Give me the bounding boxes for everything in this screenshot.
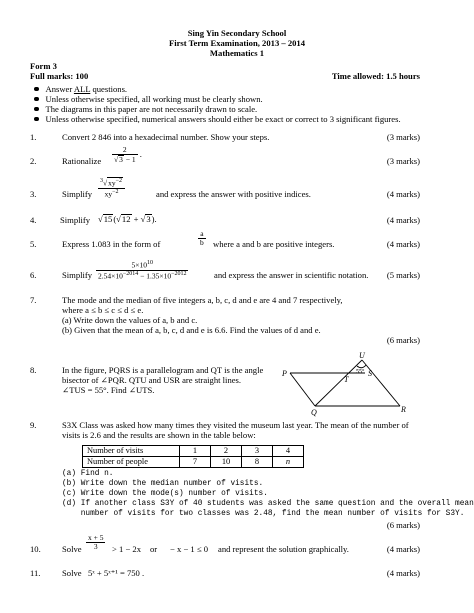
q9-line-1: S3X Class was asked how many times they visited the museum last year. The mean of the number of bbox=[62, 420, 409, 430]
line-usr bbox=[362, 360, 400, 406]
label-p: P bbox=[282, 369, 287, 378]
q9-marks: (6 marks) bbox=[386, 520, 420, 530]
q7-line-1: The mode and the median of five integers a, b, c, d and e are 4 and 7 respectively, bbox=[62, 295, 343, 305]
table-cell: 4 bbox=[273, 446, 304, 457]
label-q: Q bbox=[311, 408, 317, 417]
q10-text-2: and represent the solution graphically. bbox=[218, 544, 349, 554]
q9-part-d-2: number of visits for two classes was 2.48, find the mean number of visits for S3Y. bbox=[62, 510, 465, 518]
q3-expression: $\frac{^3√xy^{-2}}{xy^{-2}}$ bbox=[98, 177, 125, 199]
q4-marks: (4 marks) bbox=[386, 215, 420, 225]
label-r: R bbox=[401, 405, 406, 414]
q9-line-2: visits is 2.6 and the results are shown in the table below: bbox=[62, 430, 256, 440]
q7-part-a: (a) Write down the values of a, b and c. bbox=[62, 315, 198, 325]
q6-text: Simplify bbox=[62, 270, 93, 280]
q9-part-d-1: (d) If another class S3Y of 40 students was asked the same question and the overall mean bbox=[62, 500, 474, 508]
instruction-2: Unless otherwise specified, all working must be clearly shown. bbox=[34, 94, 263, 104]
instruction-1: Answer ALL questions. bbox=[34, 84, 127, 94]
q2-marks: (3 marks) bbox=[386, 156, 420, 166]
table-cell: Number of visits bbox=[83, 446, 180, 457]
time-allowed: Time allowed: 1.5 hours bbox=[331, 71, 420, 81]
table-cell: 8 bbox=[242, 457, 273, 468]
q2-number: 2. bbox=[30, 156, 37, 166]
label-u: U bbox=[359, 351, 365, 360]
q3-marks: (4 marks) bbox=[386, 189, 420, 199]
q8-line-2: bisector of ∠PQR. QTU and USR are straight lines. bbox=[62, 375, 242, 385]
form-label: Form 3 bbox=[30, 61, 57, 71]
q3-text: Simplify bbox=[62, 189, 93, 199]
q5-marks: (4 marks) bbox=[386, 239, 420, 249]
table-cell: 1 bbox=[180, 446, 211, 457]
q8-number: 8. bbox=[30, 365, 37, 375]
table-cell: Number of people bbox=[83, 457, 180, 468]
full-marks: Full marks: 100 bbox=[30, 71, 89, 81]
angle-arc bbox=[357, 365, 366, 368]
q1-marks: (3 marks) bbox=[386, 132, 420, 142]
table-cell: 3 bbox=[242, 446, 273, 457]
q7-number: 7. bbox=[30, 295, 37, 305]
q6-text-2: and express the answer in scientific notation. bbox=[214, 270, 369, 280]
label-s: S bbox=[368, 369, 372, 378]
table-cell: 2 bbox=[211, 446, 242, 457]
q10-marks: (4 marks) bbox=[386, 544, 420, 554]
q9-number: 9. bbox=[30, 420, 37, 430]
q2-text: Rationalize bbox=[62, 156, 102, 166]
q10-or: or bbox=[150, 544, 158, 554]
q7-marks: (6 marks) bbox=[386, 335, 420, 345]
q11-number: 11. bbox=[30, 568, 41, 578]
instruction-4: Unless otherwise specified, numerical answers should either be exact or correct to 3 significant figures. bbox=[34, 114, 401, 124]
q8-line-3: ∠TUS = 55°. Find ∠UTS. bbox=[62, 385, 155, 395]
q6-expression: $\frac{5\times 10^{10}}{2.54\times 10^{-2014} - 1.35\times 10^{-2012}}$ bbox=[98, 260, 187, 281]
q6-number: 6. bbox=[30, 270, 37, 280]
parallelogram-figure bbox=[280, 350, 410, 418]
q11-marks: (4 marks) bbox=[386, 568, 420, 578]
q8-line-1: In the figure, PQRS is a parallelogram and QT is the angle bbox=[62, 365, 264, 375]
table-row bbox=[83, 446, 304, 457]
q10-number: 10. bbox=[30, 544, 41, 554]
table-cell: n bbox=[273, 457, 304, 468]
q3-text-2: and express the answer with positive indices. bbox=[156, 189, 311, 199]
label-angle: 55° bbox=[356, 369, 365, 375]
line-pq bbox=[290, 373, 315, 406]
q3-number: 3. bbox=[30, 189, 37, 199]
instruction-3: The diagrams in this paper are not necessarily drawn to scale. bbox=[34, 104, 257, 114]
q10-inequality-2: − x − 1 ≤ 0 bbox=[170, 544, 209, 554]
q5-fraction: $\frac{a}{b}$ bbox=[200, 229, 204, 248]
q9-part-c: (c) Write down the mode(s) number of visits. bbox=[62, 490, 268, 498]
line-qtu bbox=[315, 360, 362, 406]
q7-part-b: (b) Given that the mean of a, b, c, d and e is 6.6. Find the values of d and e. bbox=[62, 325, 321, 335]
q10-fraction: $\frac{x + 5}{3}$ bbox=[88, 533, 104, 552]
q1-text: Convert 2 846 into a hexadecimal number. Show your steps. bbox=[62, 132, 270, 142]
q1-number: 1. bbox=[30, 132, 37, 142]
q2-fraction: $\frac{2}{√3 - 1}$ . bbox=[114, 145, 142, 165]
q6-marks: (5 marks) bbox=[386, 270, 420, 280]
q5-text: Express 1.083 in the form of bbox=[62, 239, 161, 249]
table-cell: 7 bbox=[180, 457, 211, 468]
label-t: T bbox=[344, 375, 349, 384]
subject-title: Mathematics 1 bbox=[209, 48, 265, 58]
q7-line-2: where a ≤ b ≤ c ≤ d ≤ e. bbox=[62, 305, 144, 315]
q5-number: 5. bbox=[30, 239, 37, 249]
table-cell: 10 bbox=[211, 457, 242, 468]
q9-part-a: (a) Find n. bbox=[62, 470, 114, 478]
visits-table bbox=[82, 445, 304, 468]
q11-text: Solve bbox=[62, 568, 82, 578]
q4-expression: √15(√12 + √3). bbox=[98, 214, 157, 224]
q5-text-2: where a and b are positive integers. bbox=[213, 239, 335, 249]
q10-text: Solve bbox=[62, 544, 82, 554]
q11-equation: 5ˣ + 5ˣ⁺¹ = 750 . bbox=[88, 568, 145, 578]
q4-text: Simplify bbox=[60, 215, 91, 225]
exam-title: First Term Examination, 2013 – 2014 bbox=[168, 38, 306, 48]
q4-number: 4. bbox=[30, 215, 37, 225]
q10-inequality-1: > 1 − 2x bbox=[112, 544, 142, 554]
table-row bbox=[83, 457, 304, 468]
q9-part-b: (b) Write down the median number of visits. bbox=[62, 480, 264, 488]
school-name: Sing Yin Secondary School bbox=[187, 28, 287, 38]
